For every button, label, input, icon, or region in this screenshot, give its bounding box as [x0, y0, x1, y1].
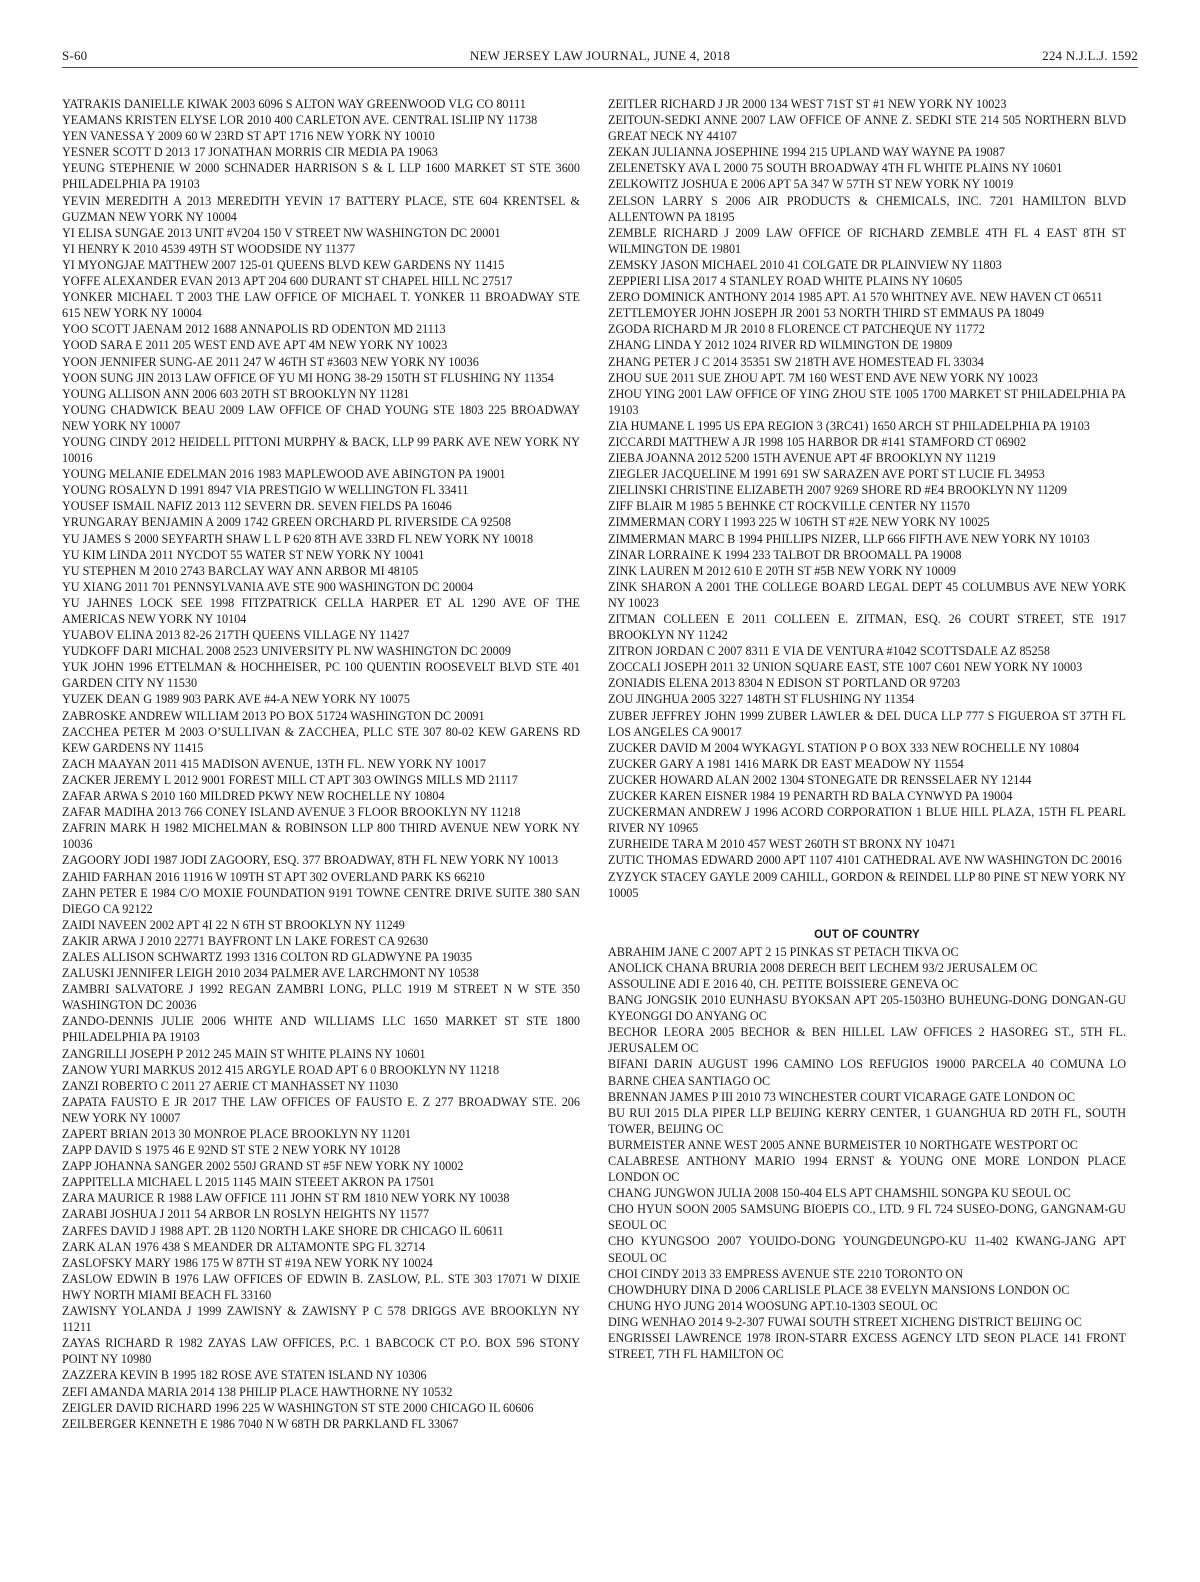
directory-entry: ZELSON LARRY S 2006 AIR PRODUCTS & CHEMICALS, INC. 7201 HAMILTON BLVD ALLENTOWN PA 18195: [608, 193, 1126, 224]
directory-entry: ZINK LAUREN M 2012 610 E 20TH ST #5B NEW YORK NY 10009: [608, 563, 957, 578]
directory-entry: ZOCCALI JOSEPH 2011 32 UNION SQUARE EAST, STE 1007 C601 NEW YORK NY 10003: [608, 660, 1083, 675]
directory-entry: CHO KYUNGSOO 2007 YOUIDO-DONG YOUNGDEUNGPO-KU 11-402 KWANG-JANG APT SEOUL OC: [608, 1234, 1126, 1265]
directory-entry: YOFFE ALEXANDER EVAN 2013 APT 204 600 DURANT ST CHAPEL HILL NC 27517: [62, 274, 513, 289]
directory-entry: YI ELISA SUNGAE 2013 UNIT #V204 150 V STREET NW WASHINGTON DC 20001: [62, 225, 501, 240]
page-number: S-60: [62, 48, 88, 63]
directory-entry: DING WENHAO 2014 9-2-307 FUWAI SOUTH STREET XICHENG DISTRICT BEIJING OC: [608, 1314, 1082, 1329]
directory-entry: YOUNG MELANIE EDELMAN 2016 1983 MAPLEWOOD AVE ABINGTON PA 19001: [62, 467, 506, 482]
directory-entry: ZUCKER KAREN EISNER 1984 19 PENARTH RD BALA CYNWYD PA 19004: [608, 789, 1013, 804]
directory-entry: YEUNG STEPHENIE W 2000 SCHNADER HARRISON S & L LLP 1600 MARKET ST STE 3600 PHILADELPHIA PA 19103: [62, 161, 580, 192]
directory-entry: ZALUSKI JENNIFER LEIGH 2010 2034 PALMER AVE LARCHMONT NY 10538: [62, 966, 479, 981]
directory-entry: ZERO DOMINICK ANTHONY 2014 1985 APT. A1 570 WHITNEY AVE. NEW HAVEN CT 06511: [608, 290, 1103, 305]
directory-entry: ZEFI AMANDA MARIA 2014 138 PHILIP PLACE HAWTHORNE NY 10532: [62, 1384, 453, 1399]
directory-entry: ZUCKER DAVID M 2004 WYKAGYL STATION P O BOX 333 NEW ROCHELLE NY 10804: [608, 740, 1080, 755]
directory-entry: ZAYAS RICHARD R 1982 ZAYAS LAW OFFICES, P.C. 1 BABCOCK CT P.O. BOX 596 STONY POINT NY 10980: [62, 1336, 580, 1367]
directory-entry: ZAWISNY YOLANDA J 1999 ZAWISNY & ZAWISNY P C 578 DRIGGS AVE BROOKLYN NY 11211: [62, 1304, 580, 1335]
directory-entry: YEAMANS KRISTEN ELYSE LOR 2010 400 CARLETON AVE. CENTRAL ISLIIP NY 11738: [62, 113, 538, 128]
directory-entry: ZACH MAAYAN 2011 415 MADISON AVENUE, 13TH FL. NEW YORK NY 10017: [62, 756, 486, 771]
directory-entry: CHANG JUNGWON JULIA 2008 150-404 ELS APT CHAMSHIL SONGPA KU SEOUL OC: [608, 1186, 1071, 1201]
directory-entry: ZASLOW EDWIN B 1976 LAW OFFICES OF EDWIN B. ZASLOW, P.L. STE 303 17071 W DIXIE HWY NORTH MIAMI BEACH FL 33160: [62, 1271, 580, 1302]
directory-entry: ZUCKER GARY A 1981 1416 MARK DR EAST MEADOW NY 11554: [608, 756, 964, 771]
directory-entry: YOON JENNIFER SUNG-AE 2011 247 W 46TH ST #3603 NEW YORK NY 10036: [62, 354, 479, 369]
directory-entry: YEN VANESSA Y 2009 60 W 23RD ST APT 1716 NEW YORK NY 10010: [62, 129, 435, 144]
directory-entry: ZICCARDI MATTHEW A JR 1998 105 HARBOR DR #141 STAMFORD CT 06902: [608, 434, 1027, 449]
directory-entry: ZIA HUMANE L 1995 US EPA REGION 3 (3RC41) 1650 ARCH ST PHILADELPHIA PA 19103: [608, 418, 1090, 433]
directory-entry: ZARA MAURICE R 1988 LAW OFFICE 111 JOHN ST RM 1810 NEW YORK NY 10038: [62, 1191, 510, 1206]
directory-entry: ZAPP DAVID S 1975 46 E 92ND ST STE 2 NEW YORK NY 10128: [62, 1143, 401, 1158]
directory-entry: ZANOW YURI MARKUS 2012 415 ARGYLE ROAD APT 6 0 BROOKLYN NY 11218: [62, 1062, 500, 1077]
directory-entry: YONKER MICHAEL T 2003 THE LAW OFFICE OF MICHAEL T. YONKER 11 BROADWAY STE 615 NEW YORK NY 10004: [62, 290, 580, 321]
directory-entry: ZANZI ROBERTO C 2011 27 AERIE CT MANHASSET NY 11030: [62, 1078, 399, 1093]
directory-entry: ZEILBERGER KENNETH E 1986 7040 N W 68TH DR PARKLAND FL 33067: [62, 1416, 459, 1431]
directory-entry: ZETTLEMOYER JOHN JOSEPH JR 2001 53 NORTH THIRD ST EMMAUS PA 18049: [608, 306, 1045, 321]
directory-entry: ZONIADIS ELENA 2013 8304 N EDISON ST PORTLAND OR 97203: [608, 676, 961, 691]
directory-entry: ZAHN PETER E 1984 C/O MOXIE FOUNDATION 9191 TOWNE CENTRE DRIVE SUITE 380 SAN DIEGO CA 92122: [62, 885, 580, 916]
directory-entry: CHUNG HYO JUNG 2014 WOOSUNG APT.10-1303 SEOUL OC: [608, 1298, 938, 1313]
directory-entry: ZAIDI NAVEEN 2002 APT 4I 22 N 6TH ST BROOKLYN NY 11249: [62, 917, 405, 932]
directory-entry: ENGRISSEI LAWRENCE 1978 IRON-STARR EXCESS AGENCY LTD SEON PLACE 141 FRONT STREET, 7TH FL HAMILTON OC: [608, 1331, 1126, 1362]
directory-entry: YRUNGARAY BENJAMIN A 2009 1742 GREEN ORCHARD PL RIVERSIDE CA 92508: [62, 515, 511, 530]
directory-entry: ZACCHEA PETER M 2003 O’SULLIVAN & ZACCHEA, PLLC STE 307 80-02 KEW GARENS RD KEW GARDENS NY 11415: [62, 724, 580, 755]
directory-entry: ZAPERT BRIAN 2013 30 MONROE PLACE BROOKLYN NY 11201: [62, 1127, 412, 1141]
directory-entry: YI MYONGJAE MATTHEW 2007 125-01 QUEENS BLVD KEW GARDENS NY 11415: [62, 257, 505, 272]
directory-entry: BURMEISTER ANNE WEST 2005 ANNE BURMEISTER 10 NORTHGATE WESTPORT OC: [608, 1137, 1078, 1152]
directory-entry: ZELKOWITZ JOSHUA E 2006 APT 5A 347 W 57TH ST NEW YORK NY 10019: [608, 177, 1014, 192]
directory-entry: YESNER SCOTT D 2013 17 JONATHAN MORRIS CIR MEDIA PA 19063: [62, 145, 438, 160]
directory-entry: ASSOULINE ADI E 2016 40, CH. PETITE BOISSIERE GENEVA OC: [608, 976, 959, 991]
directory-entry: YOUSEF ISMAIL NAFIZ 2013 112 SEVERN DR. SEVEN FIELDS PA 16046: [62, 499, 452, 514]
directory-entry: ZHOU SUE 2011 SUE ZHOU APT. 7M 160 WEST END AVE NEW YORK NY 10023: [608, 370, 1038, 385]
directory-entry: YU XIANG 2011 701 PENNSYLVANIA AVE STE 900 WASHINGTON DC 20004: [62, 579, 474, 594]
directory-entry: ZURHEIDE TARA M 2010 457 WEST 260TH ST BRONX NY 10471: [608, 837, 956, 852]
directory-entry: ZEKAN JULIANNA JOSEPHINE 1994 215 UPLAND WAY WAYNE PA 19087: [608, 145, 1005, 160]
left-column: [62, 96, 580, 1432]
directory-entry: ZEITOUN-SEDKI ANNE 2007 LAW OFFICE OF ANNE Z. SEDKI STE 214 505 NORTHERN BLVD GREAT NECK NY 44107: [608, 113, 1126, 144]
directory-entry: ZHANG PETER J C 2014 35351 SW 218TH AVE HOMESTEAD FL 33034: [608, 354, 984, 369]
directory-entry: ZAHID FARHAN 2016 11916 W 109TH ST APT 302 OVERLAND PARK KS 66210: [62, 869, 485, 884]
directory-entry: BIFANI DARIN AUGUST 1996 CAMINO LOS REFUGIOS 19000 PARCELA 40 COMUNA LO BARNE CHEA SANTIAGO OC: [608, 1057, 1126, 1088]
directory-entry: ZINAR LORRAINE K 1994 233 TALBOT DR BROOMALL PA 19008: [608, 547, 962, 562]
directory-entry: ZABROSKE ANDREW WILLIAM 2013 PO BOX 51724 WASHINGTON DC 20091: [62, 708, 485, 723]
directory-entry: ZEIGLER DAVID RICHARD 1996 225 W WASHINGTON ST STE 2000 CHICAGO IL 60606: [62, 1400, 534, 1415]
directory-entry: ZAPATA FAUSTO E JR 2017 THE LAW OFFICES OF FAUSTO E. Z 277 BROADWAY STE. 206 NEW YORK NY 10007: [62, 1094, 580, 1125]
directory-entry: CHO HYUN SOON 2005 SAMSUNG BIOEPIS CO., LTD. 9 FL 724 SUSEO-DONG, GANGNAM-GU SEOUL OC: [608, 1202, 1126, 1233]
directory-entry: ZITMAN COLLEEN E 2011 COLLEEN E. ZITMAN, ESQ. 26 COURT STREET, STE 1917 BROOKLYN NY 11242: [608, 612, 1126, 643]
directory-entry: CHOWDHURY DINA D 2006 CARLISLE PLACE 38 EVELYN MANSIONS LONDON OC: [608, 1282, 1070, 1297]
directory-entry: ZAFAR MADIHA 2013 766 CONEY ISLAND AVENUE 3 FLOOR BROOKLYN NY 11218: [62, 805, 521, 820]
directory-entry: YOON SUNG JIN 2013 LAW OFFICE OF YU MI HONG 38-29 150TH ST FLUSHING NY 11354: [62, 370, 554, 385]
directory-entry: ZEPPIERI LISA 2017 4 STANLEY ROAD WHITE PLAINS NY 10605: [608, 274, 963, 289]
directory-entry: ZYZYCK STACEY GAYLE 2009 CAHILL, GORDON & REINDEL LLP 80 PINE ST NEW YORK NY 10005: [608, 869, 1126, 900]
page-header: [62, 48, 1138, 68]
directory-entry: YU STEPHEN M 2010 2743 BARCLAY WAY ANN ARBOR MI 48105: [62, 563, 419, 578]
header-rule: [62, 67, 1138, 68]
directory-entry: BU RUI 2015 DLA PIPER LLP BEIJING KERRY CENTER, 1 GUANGHUA RD 20TH FL, SOUTH TOWER, BEIJING OC: [608, 1105, 1126, 1136]
section-heading-out-of-country: OUT OF COUNTRY: [814, 928, 920, 941]
directory-entry: ANOLICK CHANA BRURIA 2008 DERECH BEIT LECHEM 93/2 JERUSALEM OC: [608, 960, 1038, 975]
directory-entry: YEVIN MEREDITH A 2013 MEREDITH YEVIN 17 BATTERY PLACE, STE 604 KRENTSEL & GUZMAN NEW YORK NY 10004: [62, 193, 580, 224]
directory-entry: YOO SCOTT JAENAM 2012 1688 ANNAPOLIS RD ODENTON MD 21113: [62, 322, 446, 337]
directory-entry: ZALES ALLISON SCHWARTZ 1993 1316 COLTON RD GLADWYNE PA 19035: [62, 949, 473, 964]
publication-title: NEW JERSEY LAW JOURNAL, JUNE 4, 2018: [469, 48, 731, 63]
directory-entry: ZUCKER HOWARD ALAN 2002 1304 STONEGATE DR RENSSELAER NY 12144: [608, 772, 1032, 787]
directory-entry: ZIEGLER JACQUELINE M 1991 691 SW SARAZEN AVE PORT ST LUCIE FL 34953: [608, 467, 1045, 482]
directory-entry: CALABRESE ANTHONY MARIO 1994 ERNST & YOUNG ONE MORE LONDON PLACE LONDON OC: [608, 1154, 1126, 1185]
directory-entry: ZASLOFSKY MARY 1986 175 W 87TH ST #19A NEW YORK NY 10024: [62, 1255, 433, 1270]
directory-entry: ZUTIC THOMAS EDWARD 2000 APT 1107 4101 CATHEDRAL AVE NW WASHINGTON DC 20016: [608, 853, 1122, 868]
directory-entry: YUZEK DEAN G 1989 903 PARK AVE #4-A NEW YORK NY 10075: [62, 692, 410, 707]
directory-entry: YATRAKIS DANIELLE KIWAK 2003 6096 S ALTON WAY GREENWOOD VLG CO 80111: [62, 97, 526, 111]
directory-entry: YUABOV ELINA 2013 82-26 217TH QUEENS VILLAGE NY 11427: [62, 628, 410, 643]
right-column: [608, 96, 1126, 1362]
directory-entry: ZANDO-DENNIS JULIE 2006 WHITE AND WILLIAMS LLC 1650 MARKET ST STE 1800 PHILADELPHIA PA 19103: [62, 1014, 580, 1045]
directory-entry: ZHANG LINDA Y 2012 1024 RIVER RD WILMINGTON DE 19809: [608, 338, 953, 353]
directory-entry: BANG JONGSIK 2010 EUNHASU BYOKSAN APT 205-1503HO BUHEUNG-DONG DONGAN-GU KYEONGGI DO ANYANG OC: [608, 993, 1126, 1024]
directory-entry: BECHOR LEORA 2005 BECHOR & BEN HILLEL LAW OFFICES 2 HASOREG ST., 5TH FL. JERUSALEM OC: [608, 1025, 1126, 1056]
directory-entry: CHOI CINDY 2013 33 EMPRESS AVENUE STE 2210 TORONTO ON: [608, 1266, 964, 1281]
directory-entry: ZAZZERA KEVIN B 1995 182 ROSE AVE STATEN ISLAND NY 10306: [62, 1368, 427, 1383]
directory-entry: ZAKIR ARWA J 2010 22771 BAYFRONT LN LAKE FOREST CA 92630: [62, 933, 429, 948]
directory-entry: ZGODA RICHARD M JR 2010 8 FLORENCE CT PATCHEQUE NY 11772: [608, 322, 985, 337]
directory-entry: ZAFRIN MARK H 1982 MICHELMAN & ROBINSON LLP 800 THIRD AVENUE NEW YORK NY 10036: [62, 821, 580, 852]
directory-entry: ZIMMERMAN CORY I 1993 225 W 106TH ST #2E NEW YORK NY 10025: [608, 515, 990, 530]
directory-entry: ZACKER JEREMY L 2012 9001 FOREST MILL CT APT 303 OWINGS MILLS MD 21117: [62, 772, 518, 787]
right-column-entries: [608, 96, 1126, 901]
directory-entry: ZIFF BLAIR M 1985 5 BEHNKE CT ROCKVILLE CENTER NY 11570: [608, 499, 970, 514]
out-of-country-entries: [608, 944, 1126, 1362]
directory-entry: ZANGRILLI JOSEPH P 2012 245 MAIN ST WHITE PLAINS NY 10601: [62, 1046, 426, 1061]
directory-entry: YI HENRY K 2010 4539 49TH ST WOODSIDE NY 11377: [62, 241, 356, 256]
directory-entry: ZUBER JEFFREY JOHN 1999 ZUBER LAWLER & DEL DUCA LLP 777 S FIGUEROA ST 37TH FL LOS ANGELES CA 90017: [608, 708, 1126, 739]
directory-entry: YOUNG CINDY 2012 HEIDELL PITTONI MURPHY & BACK, LLP 99 PARK AVE NEW YORK NY 10016: [62, 434, 580, 466]
directory-entry: ZEMBLE RICHARD J 2009 LAW OFFICE OF RICHARD ZEMBLE 4TH FL 4 EAST 8TH ST WILMINGTON DE 19801: [608, 225, 1126, 256]
directory-entry: ZIEBA JOANNA 2012 5200 15TH AVENUE APT 4F BROOKLYN NY 11219: [608, 451, 996, 466]
directory-entry: ZINK SHARON A 2001 THE COLLEGE BOARD LEGAL DEPT 45 COLUMBUS AVE NEW YORK NY 10023: [608, 579, 1126, 610]
directory-entry: ZARK ALAN 1976 438 S MEANDER DR ALTAMONTE SPG FL 32714: [62, 1239, 426, 1254]
directory-entry: ZIELINSKI CHRISTINE ELIZABETH 2007 9269 SHORE RD #E4 BROOKLYN NY 11209: [608, 483, 1067, 498]
citation: 224 N.J.L.J. 1592: [1042, 48, 1138, 63]
directory-entry: ZIMMERMAN MARC B 1994 PHILLIPS NIZER, LLP 666 FIFTH AVE NEW YORK NY 10103: [608, 531, 1090, 546]
directory-entry: YUDKOFF DARI MICHAL 2008 2523 UNIVERSITY PL NW WASHINGTON DC 20009: [62, 644, 511, 659]
directory-entry: ZEMSKY JASON MICHAEL 2010 41 COLGATE DR PLAINVIEW NY 11803: [608, 257, 1002, 272]
directory-entry: YOUNG ALLISON ANN 2006 603 20TH ST BROOKLYN NY 11281: [62, 386, 410, 401]
directory-entry: ZAPPITELLA MICHAEL L 2015 1145 MAIN STEEET AKRON PA 17501: [62, 1175, 435, 1190]
directory-entry: BRENNAN JAMES P III 2010 73 WINCHESTER COURT VICARAGE GATE LONDON OC: [608, 1089, 1076, 1104]
directory-entry: ZELENETSKY AVA L 2000 75 SOUTH BROADWAY 4TH FL WHITE PLAINS NY 10601: [608, 161, 1063, 176]
directory-entry: YOOD SARA E 2011 205 WEST END AVE APT 4M NEW YORK NY 10023: [62, 338, 448, 353]
directory-entry: ZEITLER RICHARD J JR 2000 134 WEST 71ST ST #1 NEW YORK NY 10023: [608, 97, 1007, 111]
directory-entry: ZITRON JORDAN C 2007 8311 E VIA DE VENTURA #1042 SCOTTSDALE AZ 85258: [608, 644, 1050, 659]
directory-entry: ZAMBRI SALVATORE J 1992 REGAN ZAMBRI LONG, PLLC 1919 M STREET N W STE 350 WASHINGTON DC 20036: [62, 982, 580, 1013]
directory-entry: ZAPP JOHANNA SANGER 2002 550J GRAND ST #5F NEW YORK NY 10002: [62, 1159, 464, 1174]
directory-entry: YU KIM LINDA 2011 NYCDOT 55 WATER ST NEW YORK NY 10041: [62, 547, 425, 562]
directory-entry: ZARABI JOSHUA J 2011 54 ARBOR LN ROSLYN HEIGHTS NY 11577: [62, 1207, 430, 1222]
directory-entry: YU JAHNES LOCK SEE 1998 FITZPATRICK CELLA HARPER ET AL 1290 AVE OF THE AMERICAS NEW YORK NY 10104: [62, 595, 580, 626]
directory-entry: YU JAMES S 2000 SEYFARTH SHAW L L P 620 8TH AVE 33RD FL NEW YORK NY 10018: [62, 531, 534, 546]
directory-entry: YOUNG CHADWICK BEAU 2009 LAW OFFICE OF CHAD YOUNG STE 1803 225 BROADWAY NEW YORK NY 10007: [62, 402, 580, 433]
directory-entry: ZOU JINGHUA 2005 3227 148TH ST FLUSHING NY 11354: [608, 692, 915, 707]
directory-entry: ZARFES DAVID J 1988 APT. 2B 1120 NORTH LAKE SHORE DR CHICAGO IL 60611: [62, 1223, 504, 1238]
directory-entry: ZHOU YING 2001 LAW OFFICE OF YING ZHOU STE 1005 1700 MARKET ST PHILADELPHIA PA 19103: [608, 386, 1126, 417]
directory-entry: ZAFAR ARWA S 2010 160 MILDRED PKWY NEW ROCHELLE NY 10804: [62, 789, 445, 804]
directory-entry: YOUNG ROSALYN D 1991 8947 VIA PRESTIGIO W WELLINGTON FL 33411: [62, 483, 469, 498]
directory-entry: ZAGOORY JODI 1987 JODI ZAGOORY, ESQ. 377 BROADWAY, 8TH FL NEW YORK NY 10013: [62, 853, 559, 868]
directory-entry: ABRAHIM JANE C 2007 APT 2 15 PINKAS ST PETACH TIKVA OC: [608, 944, 959, 959]
directory-entry: YUK JOHN 1996 ETTELMAN & HOCHHEISER, PC 100 QUENTIN ROOSEVELT BLVD STE 401 GARDEN CITY NY 11530: [62, 660, 580, 691]
directory-entry: ZUCKERMAN ANDREW J 1996 ACORD CORPORATION 1 BLUE HILL PLAZA, 15TH FL PEARL RIVER NY 10965: [608, 805, 1126, 836]
